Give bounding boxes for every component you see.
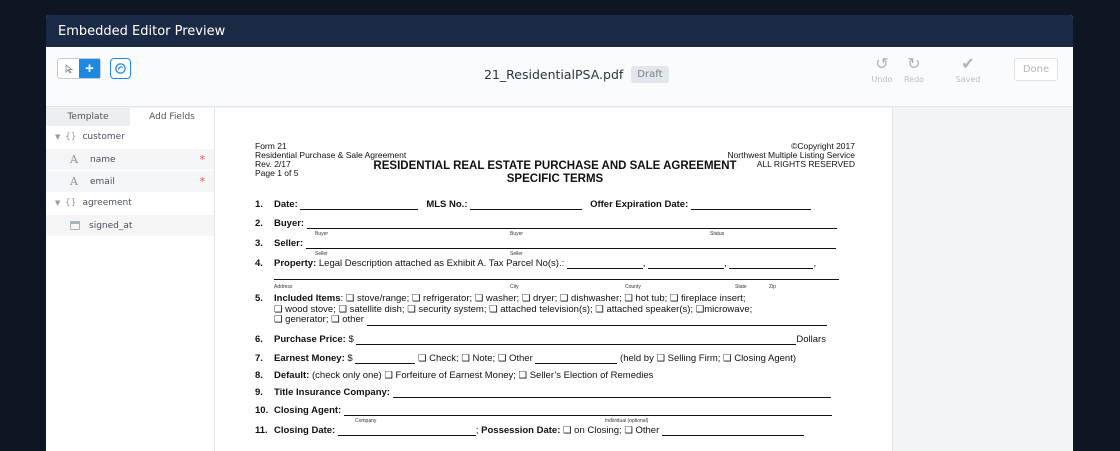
closing-agent-label: Closing Agent:	[274, 405, 342, 416]
term-number: 4.	[255, 258, 263, 269]
checkmark-icon: ✔	[961, 56, 975, 73]
properties-panel	[892, 108, 1073, 451]
possession-other-blank[interactable]	[662, 427, 804, 436]
text-field-icon: A	[70, 175, 78, 188]
editor-window	[46, 15, 1073, 451]
purchase-price-blank[interactable]	[356, 336, 796, 345]
add-field-button[interactable]: +	[79, 59, 100, 78]
sub-label: Seller	[510, 251, 523, 257]
possession-options: ❏ on Closing; ❏ Other	[563, 425, 660, 436]
included-items-label: Included Items	[274, 293, 341, 304]
mls-blank[interactable]	[470, 201, 582, 210]
form-name: Residential Purchase & Sale Agreement	[255, 150, 407, 160]
sub-label: County	[625, 284, 641, 290]
mls-label: MLS No.:	[426, 199, 468, 210]
term-number: 6.	[255, 334, 263, 345]
field-sidebar	[46, 108, 215, 451]
default-label: Default:	[274, 370, 310, 381]
date-blank[interactable]	[300, 201, 418, 210]
earnest-blank[interactable]	[355, 355, 415, 364]
select-tool-button[interactable]	[58, 59, 79, 78]
page-number: Page 1 of 5	[255, 168, 299, 178]
rights: ALL RIGHTS RESERVED	[756, 159, 855, 169]
copyright: ©Copyright 2017	[791, 141, 855, 151]
sub-label: Individual (optional)	[605, 418, 649, 424]
tab-add-fields[interactable]: Add Fields	[149, 112, 195, 122]
default-options: (check only one) ❏ Forfeiture of Earnest Money; ❏ Seller’s Election of Remedies	[312, 370, 654, 381]
undo-label: Undo	[871, 75, 893, 84]
tree-field-name[interactable]	[46, 148, 214, 170]
offer-blank[interactable]	[691, 201, 811, 210]
buyer-blank[interactable]	[307, 220, 837, 229]
term-number: 7.	[255, 353, 263, 364]
tree-field-email[interactable]	[46, 170, 214, 192]
tab-template[interactable]: Template	[46, 108, 130, 126]
term-number: 3.	[255, 238, 263, 249]
term-number: 9.	[255, 387, 263, 398]
toolbar	[46, 47, 1073, 107]
title-line: RESIDENTIAL REAL ESTATE PURCHASE AND SALE AGREEMENT	[373, 160, 737, 172]
cursor-icon	[64, 64, 74, 74]
saved-label: Saved	[955, 75, 981, 84]
parcel-blank-3[interactable]	[729, 260, 813, 269]
tree-group-customer[interactable]	[46, 126, 214, 148]
undo-button[interactable]	[864, 55, 900, 84]
seller-blank[interactable]	[306, 240, 836, 249]
publisher: Northwest Multiple Listing Service	[727, 150, 855, 160]
possession-date-label: Possession Date:	[481, 425, 561, 436]
term-number: 8.	[255, 370, 263, 381]
sub-label: Zip	[769, 284, 776, 290]
included-items-line-1: : ❏ stove/range; ❏ refrigerator; ❏ washer; ❏ dryer; ❏ dishwasher; ❏ hot tub; ❏ fireplace insert;	[340, 293, 746, 304]
object-icon: {}	[65, 198, 77, 208]
sub-label: Seller	[315, 251, 328, 257]
undo-icon: ↺	[875, 56, 889, 73]
sub-label: Address	[274, 284, 293, 290]
held-by-options: (held by ❏ Selling Firm; ❏ Closing Agent)	[620, 353, 796, 364]
required-marker: *	[199, 153, 205, 166]
tree-label: customer	[82, 132, 125, 142]
closing-date-blank[interactable]	[338, 427, 476, 436]
parcel-blank-2[interactable]	[648, 260, 724, 269]
property-label: Property:	[274, 258, 317, 269]
dollar-sign: $	[348, 334, 354, 345]
included-items-line-2: ❏ wood stove; ❏ satellite dish; ❏ security system; ❏ attached television(s); ❏ attached speaker(s); ❏microwave;	[274, 303, 753, 315]
tree-label: name	[90, 154, 116, 165]
status-badge: Draft	[631, 66, 668, 83]
other-items-blank[interactable]	[367, 317, 827, 326]
caret-down-icon[interactable]: ▼	[55, 199, 61, 207]
parcel-blank-1[interactable]	[567, 260, 643, 269]
redo-label: Redo	[903, 75, 925, 84]
offer-label: Offer Expiration Date:	[590, 199, 689, 210]
signature-icon	[114, 62, 127, 75]
done-button[interactable]: Done	[1014, 58, 1058, 81]
subtitle-line: SPECIFIC TERMS	[506, 172, 604, 185]
term-number: 10.	[255, 405, 269, 416]
earnest-options: ❏ Check; ❏ Note; ❏ Other	[417, 353, 533, 364]
document-title	[484, 66, 669, 83]
buyer-label: Buyer:	[274, 218, 305, 229]
term-number: 2.	[255, 218, 263, 229]
tree-label: agreement	[82, 198, 132, 208]
earnest-money-label: Earnest Money:	[274, 353, 345, 364]
property-text: Legal Description attached as Exhibit A. Tax Parcel No(s).:	[318, 258, 565, 269]
included-items-line-3: ❏ generator; ❏ other	[274, 314, 364, 325]
caret-down-icon[interactable]: ▼	[55, 133, 61, 141]
redo-button[interactable]	[896, 55, 932, 84]
sub-label: Buyer	[510, 231, 524, 237]
required-marker: *	[199, 175, 205, 188]
date-label: Date:	[274, 199, 298, 210]
dollars-label: Dollars	[796, 334, 826, 345]
term-number: 5.	[255, 293, 263, 304]
sub-label: State	[735, 284, 747, 290]
sub-label: City	[510, 284, 519, 290]
purchase-price-label: Purchase Price:	[274, 334, 346, 345]
tree-field-signed-at[interactable]	[46, 214, 214, 236]
document-title-heading	[255, 160, 855, 185]
seller-label: Seller:	[274, 238, 304, 249]
tree-label: signed_at	[89, 220, 133, 231]
closing-agent-blank[interactable]	[344, 407, 832, 416]
calendar-icon	[70, 221, 80, 230]
signature-tool-button[interactable]	[110, 58, 131, 79]
dollar-sign: $	[347, 353, 353, 364]
window-title: Embedded Editor Preview	[46, 15, 1073, 47]
object-icon: {}	[65, 132, 77, 142]
term-number: 1.	[255, 199, 263, 210]
sub-label: Status	[710, 231, 725, 237]
document-canvas[interactable]: Form 21 Residential Purchase & Sale Agreement Rev. 2/17 Page 1 of 5 ©Copyright 2017 Northwest Multiple Listing Service ALL RIGHTS RESERVED RESIDENTIAL REAL ESTATE PURCHASE AND SALE AGREEMENT SPECIFIC TERMS 1. Date: MLS No.: Offer Expiration Date: 2. Buyer: Buyer Buyer Status 3. Seller: Seller Seller 4. Property: Legal Description attached as Exhibit A. Tax Parcel No(s).: , , , Address City County State Zip 5. Included Items: ❏ stove/range; ❏ refrigerator; ❏ washer; ❏ dryer; ❏ dishwasher; ❏ hot tub; ❏ fireplace insert; ❏ wood stove; ❏ satellite dish; ❏ security system; ❏ attached television(s); ❏ attached speaker(s); ❏microwave; ❏ generator; ❏ other 6. Purchase Price: $ Dollars 7. Earnest Money: $ ❏ Check; ❏ Note; ❏ Other (held by ❏ Selling Firm; ❏ Closing Agent) 8. Default: (check only one) ❏ Forfeiture of Earnest Money; ❏ Seller’s Election of Remedies 9. Title Insurance Company: 10. Closing Agent: Company Individual (optional) 11. Closing Date: ; Possession Date: ❏ on Closing; ❏ Other	[215, 108, 892, 451]
term-number: 11.	[255, 425, 268, 436]
sidebar-tabs	[46, 108, 214, 126]
redo-icon: ↻	[907, 56, 921, 73]
tree-group-agreement[interactable]	[46, 192, 214, 214]
saved-indicator	[950, 55, 986, 84]
form-number: Form 21	[255, 141, 287, 151]
title-insurance-blank[interactable]	[393, 389, 831, 398]
tree-label: email	[90, 176, 115, 187]
title-insurance-label: Title Insurance Company:	[274, 387, 390, 398]
earnest-other-blank[interactable]	[535, 355, 617, 364]
text-field-icon: A	[70, 153, 78, 166]
address-blank[interactable]	[274, 279, 839, 280]
closing-date-label: Closing Date:	[274, 425, 336, 436]
sub-label: Buyer	[315, 231, 329, 237]
form-revision: Rev. 2/17	[255, 159, 291, 169]
sub-label: Company	[355, 418, 377, 424]
mode-toggle	[57, 58, 101, 79]
document-name: 21_ResidentialPSA.pdf	[484, 67, 624, 82]
